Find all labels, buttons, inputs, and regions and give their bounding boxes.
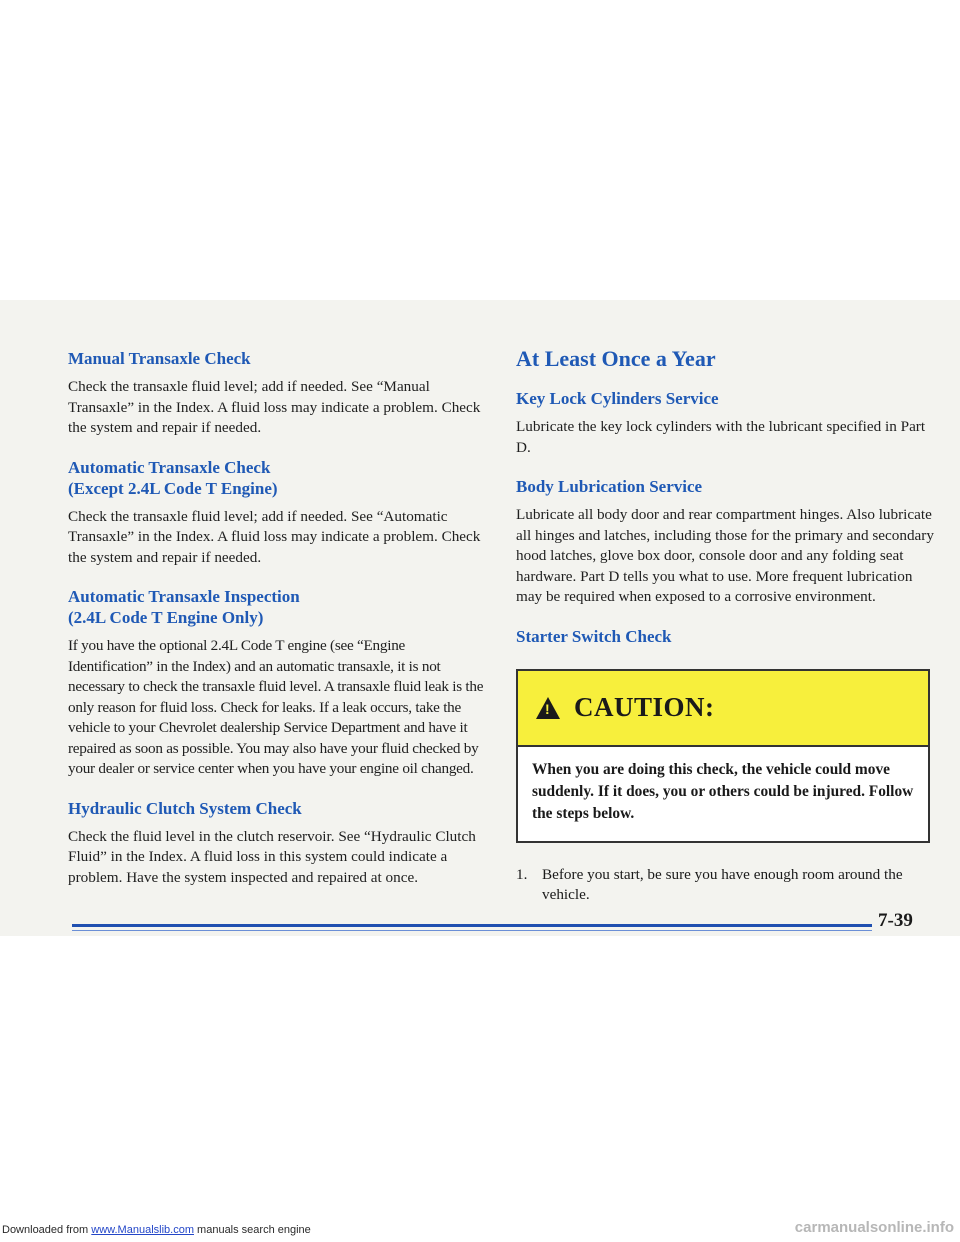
step-number: 1. (516, 865, 528, 883)
heading-line: (Except 2.4L Code T Engine) (68, 478, 278, 498)
caution-text: When you are doing this check, the vehicle could move suddenly. If it does, you or others could be injured. Follow the steps below. (532, 760, 914, 822)
automatic-transaxle-check-body: Check the transaxle fluid level; add if needed. See “Automatic Transaxle” in the Index. A fluid loss may indicate a problem. Check the system and repair if needed. (68, 507, 481, 566)
caution-box (516, 669, 930, 843)
manualslib-link[interactable]: www.Manualslib.com (91, 1224, 194, 1236)
bottom-margin (0, 936, 960, 1242)
key-lock-body: Lubricate the key lock cylinders with the lubricant specified in Part D. (516, 418, 926, 456)
heading-line: (2.4L Code T Engine Only) (68, 608, 264, 627)
automatic-transaxle-inspection-body: If you have the optional 2.4L Code T engine (see “Engine Identification” in the Index) and an automatic transaxle, it is not necessary to check the transaxle fluid level. A transaxle fluid leak is the only reason for fluid loss. Check for leaks. If a leak occurs, take the vehicle to your Chevrolet dealership Service Department and have it repaired as soon as possible. You may also have your fluid checked by your dealer or service center when you have your engine oil changed. (68, 637, 484, 777)
left-column (68, 348, 488, 906)
list-item (516, 865, 936, 906)
hydraulic-clutch-heading: Hydraulic Clutch System Check (68, 798, 302, 818)
manual-transaxle-heading: Manual Transaxle Check (68, 349, 251, 368)
heading-line: Automatic Transaxle Check (68, 457, 271, 477)
warning-triangle-icon (536, 697, 560, 719)
caution-header (518, 671, 928, 747)
download-suffix: manuals search engine (197, 1224, 311, 1236)
steps-list (516, 865, 936, 906)
page-number: 7-39 (878, 910, 913, 931)
body-lubrication-heading: Body Lubrication Service (516, 477, 703, 496)
download-notice (2, 1224, 311, 1236)
download-prefix: Downloaded from (2, 1224, 89, 1236)
watermark: carmanualsonline.info (794, 1219, 954, 1236)
footer-rule (72, 924, 872, 927)
caution-title: CAUTION: (574, 692, 715, 722)
starter-switch-heading: Starter Switch Check (516, 626, 672, 646)
automatic-transaxle-inspection-heading (68, 586, 488, 628)
key-lock-heading: Key Lock Cylinders Service (516, 389, 719, 408)
main-heading: At Least Once a Year (516, 346, 716, 371)
right-column (516, 344, 936, 906)
automatic-transaxle-check-heading (68, 457, 488, 499)
hydraulic-clutch-body: Check the fluid level in the clutch reservoir. See “Hydraulic Clutch Fluid” in the Index. A fluid loss in this system could indicate a problem. Have the system inspected and repaired at once. (68, 827, 476, 886)
top-margin (0, 0, 960, 300)
heading-line: Automatic Transaxle Inspection (68, 587, 300, 606)
step-text: Before you start, be sure you have enough room around the vehicle. (542, 865, 903, 903)
footer-rule-thin (72, 930, 872, 931)
manual-transaxle-body: Check the transaxle fluid level; add if needed. See “Manual Transaxle” in the Index. A fluid loss may indicate a problem. Check the system and repair if needed. (68, 378, 481, 436)
body-lubrication-body: Lubricate all body door and rear compartment hinges. Also lubricate all hinges and latches, including those for the primary and secondary hood latches, glove box door, console door and any folding seat hardware. Part D tells you what to use. More frequent lubrication may be required when exposed to a corrosive environment. (516, 506, 934, 605)
